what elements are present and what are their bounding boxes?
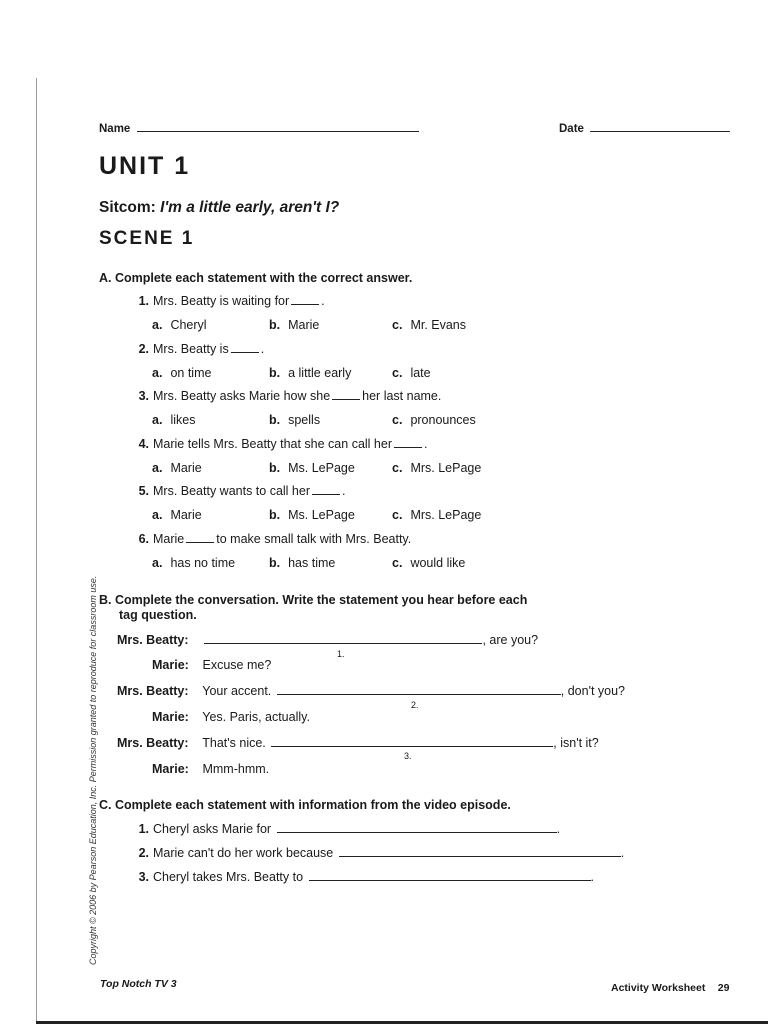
dialogue-text: Yes. Paris, actually. xyxy=(202,710,310,724)
option-b[interactable] xyxy=(269,508,355,522)
question-text-end: . xyxy=(260,342,265,356)
blank-number-1: 1. xyxy=(337,649,345,659)
conversation-line-2 xyxy=(152,658,271,672)
name-field[interactable] xyxy=(99,119,419,137)
page-margin-line xyxy=(36,78,37,1024)
section-c-item-3 xyxy=(131,870,594,884)
option-text: spells xyxy=(288,413,321,427)
conversation-line-5 xyxy=(117,736,599,750)
date-label: Date xyxy=(559,123,584,135)
option-letter: b. xyxy=(269,366,281,380)
section-b-heading-line2: tag question. xyxy=(119,608,197,622)
conversation-line-3 xyxy=(117,684,625,698)
question-number: 6. xyxy=(138,532,149,546)
question-number: 4. xyxy=(138,437,149,451)
option-text: Marie xyxy=(170,508,202,522)
option-text: Mr. Evans xyxy=(410,318,467,332)
option-c[interactable] xyxy=(392,318,466,332)
option-letter: a. xyxy=(152,318,163,332)
answer-blank-1[interactable] xyxy=(204,643,482,644)
question-text: Marie xyxy=(153,532,185,546)
item-text: Cheryl takes Mrs. Beatty to xyxy=(153,870,304,884)
question-number: 5. xyxy=(138,484,149,498)
blank-number-3: 3. xyxy=(404,751,412,761)
option-text: likes xyxy=(170,413,196,427)
conversation-line-4 xyxy=(152,710,310,724)
option-a[interactable] xyxy=(152,556,235,570)
section-c-item-2 xyxy=(131,846,624,860)
speaker-label: Marie: xyxy=(152,658,189,672)
option-text: a little early xyxy=(288,366,352,380)
option-letter: c. xyxy=(392,556,403,570)
option-letter: c. xyxy=(392,413,403,427)
item-end: . xyxy=(556,822,561,836)
option-b[interactable] xyxy=(269,318,319,332)
question-number: 3. xyxy=(138,389,149,403)
tag-question: , don't you? xyxy=(560,684,626,698)
conversation-line-6 xyxy=(152,762,269,776)
question-text-end: . xyxy=(321,294,325,308)
option-text: Mrs. LePage xyxy=(410,461,482,475)
speaker-label: Mrs. Beatty: xyxy=(117,684,189,698)
option-c[interactable] xyxy=(392,461,481,475)
option-text: has time xyxy=(288,556,336,570)
section-a-heading: A. Complete each statement with the correct answer. xyxy=(99,271,413,285)
answer-blank-c3[interactable] xyxy=(309,880,591,881)
option-letter: b. xyxy=(269,556,281,570)
tag-question: , isn't it? xyxy=(553,736,599,750)
option-letter: c. xyxy=(392,508,403,522)
item-number: 3. xyxy=(138,870,149,884)
option-b[interactable] xyxy=(269,366,351,380)
option-letter: b. xyxy=(269,461,281,475)
name-label: Name xyxy=(99,123,131,135)
dialogue-prefix: That's nice. xyxy=(202,736,266,750)
footer-right xyxy=(611,978,729,996)
question-text: Marie tells Mrs. Beatty that she can call her xyxy=(153,437,392,451)
section-c-item-1 xyxy=(131,822,560,836)
option-letter: c. xyxy=(392,318,403,332)
sitcom-label: Sitcom: xyxy=(99,199,156,216)
option-text: Marie xyxy=(288,318,320,332)
answer-blank[interactable] xyxy=(394,447,422,448)
tag-question: , are you? xyxy=(482,633,539,647)
option-letter: c. xyxy=(392,461,403,475)
option-b[interactable] xyxy=(269,556,335,570)
sitcom-title xyxy=(99,199,339,217)
question-text-end: her last name. xyxy=(362,389,442,403)
option-text: pronounces xyxy=(410,413,476,427)
unit-title: UNIT 1 xyxy=(99,152,191,180)
item-text: Cheryl asks Marie for xyxy=(153,822,272,836)
option-b[interactable] xyxy=(269,461,355,475)
option-text: Ms. LePage xyxy=(288,461,355,475)
dialogue-text: Excuse me? xyxy=(202,658,272,672)
sitcom-episode-title: I'm a little early, aren't I? xyxy=(160,199,340,216)
option-letter: a. xyxy=(152,508,163,522)
option-text: Cheryl xyxy=(170,318,207,332)
question-number: 1. xyxy=(138,294,149,308)
option-letter: b. xyxy=(269,413,281,427)
name-line[interactable] xyxy=(137,131,419,132)
option-text: Ms. LePage xyxy=(288,508,355,522)
answer-blank-c1[interactable] xyxy=(277,832,557,833)
answer-blank-c2[interactable] xyxy=(339,856,621,857)
speaker-label: Marie: xyxy=(152,762,189,776)
option-letter: c. xyxy=(392,366,403,380)
question-5 xyxy=(131,484,346,498)
footer-label: Activity Worksheet xyxy=(611,982,706,994)
option-a[interactable] xyxy=(152,413,195,427)
copyright-notice: Copyright © 2006 by Pearson Education, Inc. Permission granted to reproduce for classroom use. xyxy=(88,575,98,965)
date-line[interactable] xyxy=(590,131,730,132)
question-text-end: . xyxy=(342,484,346,498)
question-text: Mrs. Beatty wants to call her xyxy=(153,484,311,498)
question-1 xyxy=(131,294,325,308)
option-text: late xyxy=(410,366,431,380)
question-2 xyxy=(131,342,264,356)
option-text: Marie xyxy=(170,461,202,475)
answer-blank[interactable] xyxy=(332,399,360,400)
item-end: . xyxy=(590,870,595,884)
date-field[interactable] xyxy=(559,119,730,137)
dialogue-prefix: Your accent. xyxy=(202,684,272,698)
option-letter: b. xyxy=(269,318,281,332)
option-text: would like xyxy=(410,556,466,570)
page-number: 29 xyxy=(717,982,730,994)
question-text: Mrs. Beatty is xyxy=(153,342,229,356)
speaker-label: Mrs. Beatty: xyxy=(117,736,189,750)
option-a[interactable] xyxy=(152,461,202,475)
option-c[interactable] xyxy=(392,366,431,380)
option-text: has no time xyxy=(170,556,236,570)
option-letter: a. xyxy=(152,461,163,475)
option-letter: a. xyxy=(152,556,163,570)
answer-blank[interactable] xyxy=(186,542,214,543)
option-letter: a. xyxy=(152,366,163,380)
question-3 xyxy=(131,389,441,403)
footer-left: Top Notch TV 3 xyxy=(100,978,177,990)
option-c[interactable] xyxy=(392,556,465,570)
dialogue-text: Mmm-hmm. xyxy=(202,762,270,776)
answer-blank-3[interactable] xyxy=(271,746,553,747)
question-text: Mrs. Beatty is waiting for xyxy=(153,294,290,308)
question-4 xyxy=(131,437,427,451)
section-c-heading: C. Complete each statement with information from the video episode. xyxy=(99,798,511,812)
blank-number-2: 2. xyxy=(411,700,419,710)
answer-blank[interactable] xyxy=(291,304,319,305)
option-a[interactable] xyxy=(152,366,211,380)
option-letter: b. xyxy=(269,508,281,522)
question-6 xyxy=(131,532,411,546)
option-b[interactable] xyxy=(269,413,320,427)
option-a[interactable] xyxy=(152,508,202,522)
option-a[interactable] xyxy=(152,318,207,332)
option-text: Mrs. LePage xyxy=(410,508,482,522)
option-text: on time xyxy=(170,366,212,380)
conversation-line-1 xyxy=(117,633,538,647)
answer-blank-2[interactable] xyxy=(277,694,561,695)
item-number: 2. xyxy=(138,846,149,860)
question-text-end: to make small talk with Mrs. Beatty. xyxy=(216,532,412,546)
section-b-heading xyxy=(99,593,527,623)
question-text-end: . xyxy=(423,437,428,451)
section-b-heading-line1: B. Complete the conversation. Write the statement you hear before each xyxy=(99,593,528,607)
scene-title: SCENE 1 xyxy=(99,228,195,249)
option-c[interactable] xyxy=(392,508,481,522)
option-letter: a. xyxy=(152,413,163,427)
option-c[interactable] xyxy=(392,413,476,427)
item-end: . xyxy=(620,846,625,860)
answer-blank[interactable] xyxy=(231,352,259,353)
question-number: 2. xyxy=(138,342,149,356)
question-text: Mrs. Beatty asks Marie how she xyxy=(153,389,331,403)
speaker-label: Mrs. Beatty: xyxy=(117,633,189,647)
answer-blank[interactable] xyxy=(312,494,340,495)
item-text: Marie can't do her work because xyxy=(153,846,334,860)
item-number: 1. xyxy=(138,822,149,836)
speaker-label: Marie: xyxy=(152,710,189,724)
